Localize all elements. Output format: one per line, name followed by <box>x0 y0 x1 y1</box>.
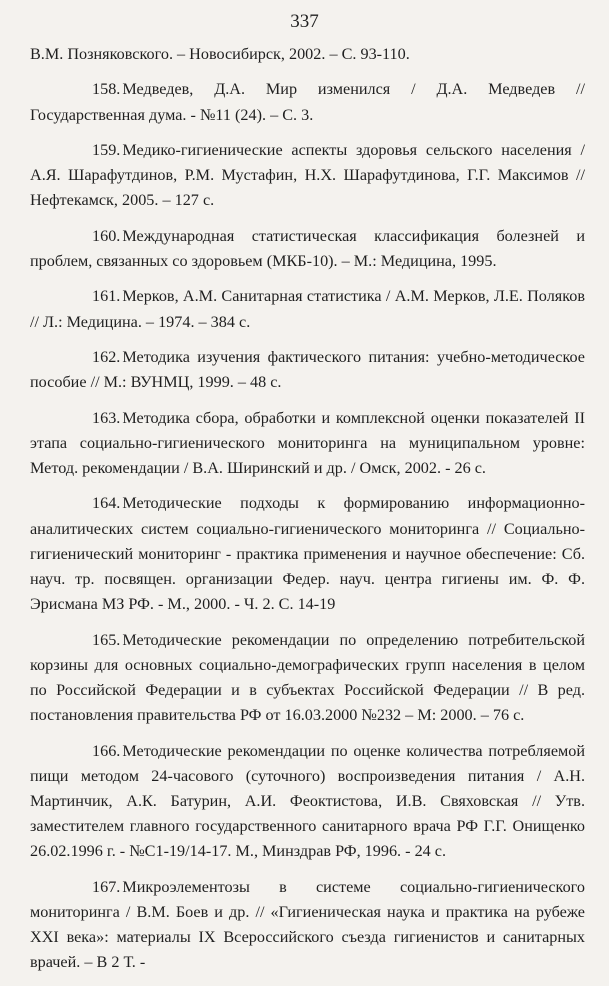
entry-text: Методика изучения фактического питания: учебно-методическое пособие // М.: ВУНМЦ, 1999. – 48 с. <box>30 347 585 392</box>
bibliography-entry-164 <box>30 491 585 617</box>
page-number: 337 <box>290 11 319 32</box>
entry-number: 165. <box>92 630 121 649</box>
entry-text: Международная статистическая классификация болезней и проблем, связанных со здоровьем (МКБ-10). – М.: Медицина, 1995. <box>30 226 585 270</box>
entry-number: 162. <box>92 347 121 366</box>
bibliography-entry-continuation <box>30 42 585 67</box>
bibliography-entry-166 <box>30 739 585 865</box>
bibliography-entry-167 <box>30 875 585 976</box>
entry-number: 167. <box>92 877 121 896</box>
entry-text: Методические рекомендации по оценке количества потребляемой пищи методом 24-часового (суточного) воспроизведения питания / А.Н. Мартинчик, А.К. Батурин, А.И. Феоктистова, И.В. Свяховская // Утв. заместителем главного государственного санитарного врача РФ Г.Г. Онищенко 26.02.1996 г. - №С1-19/14-17. М., Минздрав РФ, 1996. - 24 с. <box>30 741 585 861</box>
entry-text: Мерков, А.М. Санитарная статистика / А.М. Мерков, Л.Е. Поляков // Л.: Медицина. – 1974. – 384 с. <box>30 287 585 331</box>
entry-text: Медико-гигиенические аспекты здоровья сельского населения / А.Я. Шарафутдинов, Р.М. Мустафин, Н.Х. Шарафутдинова, Г.Г. Максимов // Нефтекамск, 2005. – 127 с. <box>30 140 585 210</box>
entry-text: Методические подходы к формированию информационно-аналитических систем социально-гигиенического мониторинга // Социально-гигиенический мониторинг - практика применения и научное обеспечение: Сб. науч. тр. посвящен. организации Федер. науч. центра гигиены им. Ф. Ф. Эрисмана МЗ РФ. - М., 2000. - Ч. 2. С. 14-19 <box>30 494 585 614</box>
bibliography-entry-162 <box>30 345 585 395</box>
entry-text: Медведев, Д.А. Мир изменился / Д.А. Медведев // Государственная дума. - №11 (24). – С. 3. <box>30 80 585 124</box>
entry-number: 166. <box>92 741 121 760</box>
entry-number: 161. <box>92 287 121 306</box>
bibliography-entry-165 <box>30 628 585 729</box>
entry-text: Микроэлементозы в системе социально-гигиенического мониторинга / В.М. Боев и др. // «Гигиеническая наука и практика на рубеже XXI века»: материалы IX Всероссийского съезда гигиенистов и санитарных врачей. – В 2 Т. - <box>30 877 585 972</box>
bibliography-list <box>30 42 585 986</box>
bibliography-entry-158 <box>30 77 585 127</box>
bibliography-entry-160 <box>30 224 585 274</box>
bibliography-entry-163 <box>30 406 585 482</box>
entry-text: Методика сбора, обработки и комплексной оценки показателей II этапа социально-гигиенического мониторинга на муниципальном уровне: Метод. рекомендации / В.А. Ширинский и др. / Омск, 2002. - 26 с. <box>30 408 585 477</box>
bibliography-entry-161 <box>30 284 585 334</box>
bibliography-entry-159 <box>30 138 585 214</box>
entry-number: 159. <box>92 140 121 159</box>
entry-text: В.М. Позняковского. – Новосибирск, 2002. – С. 93-110. <box>30 45 410 63</box>
entry-number: 163. <box>92 408 121 427</box>
entry-number: 164. <box>92 494 121 513</box>
entry-number: 158. <box>92 80 121 99</box>
entry-text: Методические рекомендации по определению потребительской корзины для основных социально-демографических групп населения в целом по Российской Федерации и в субъектах Российской Федерации // В ред. постановления правительства РФ от 16.03.2000 №232 – М: 2000. – 76 с. <box>30 630 585 725</box>
entry-number: 160. <box>92 226 121 245</box>
